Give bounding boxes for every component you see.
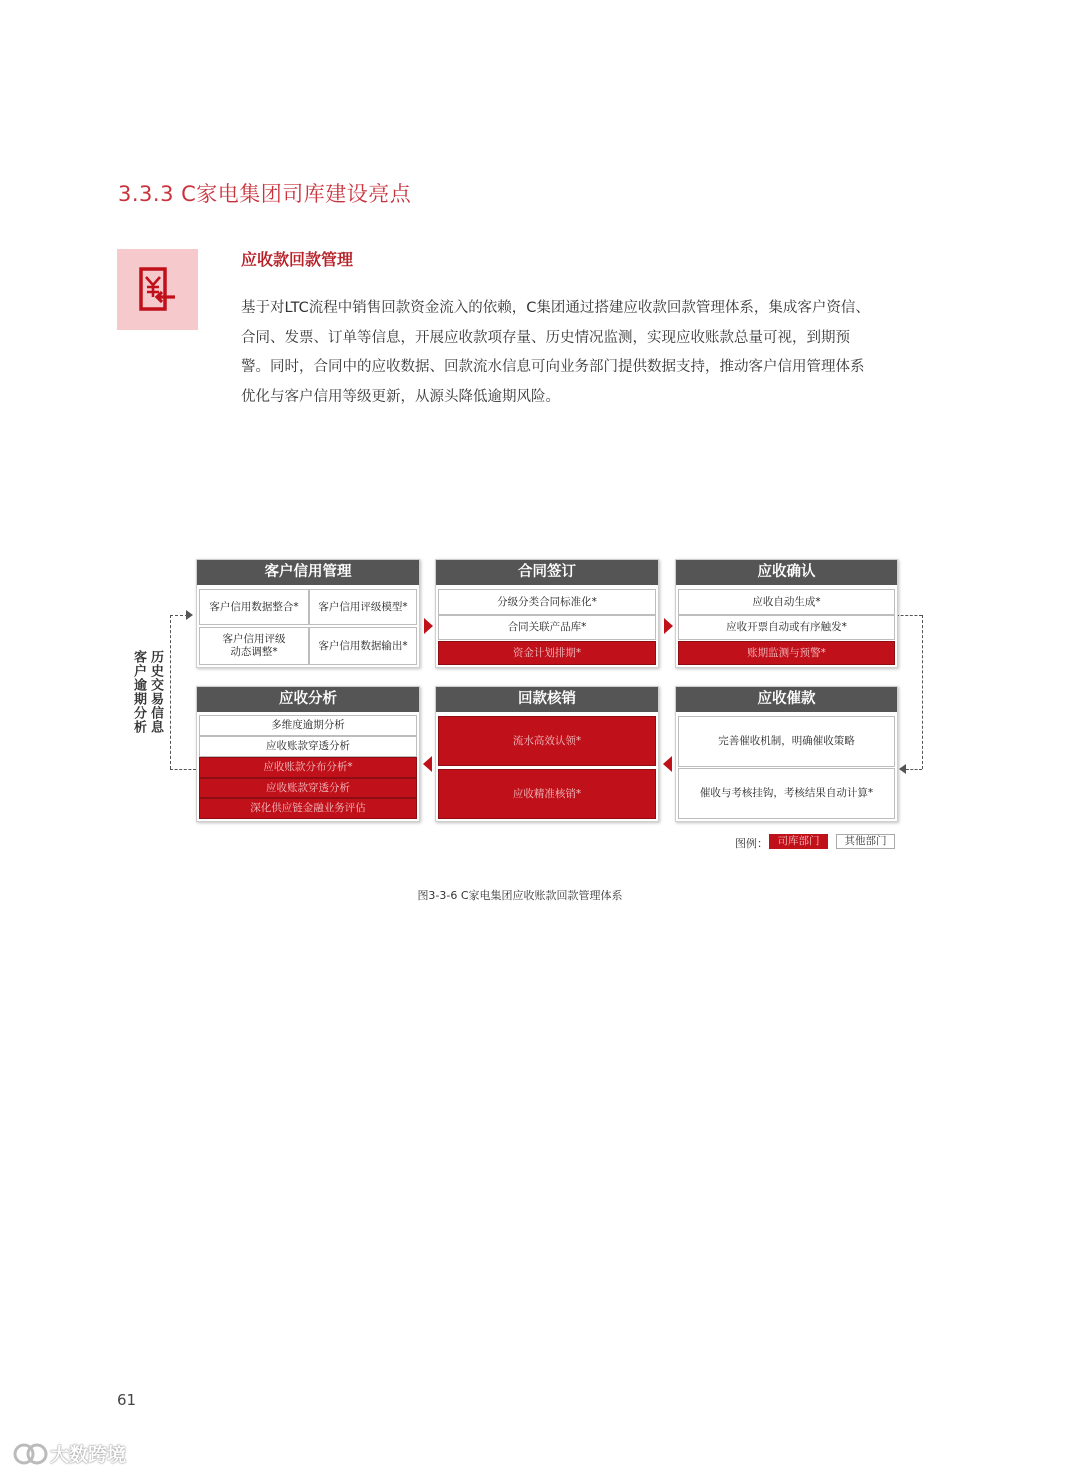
cell-item: 应收账款穿透分析 <box>199 736 417 757</box>
cell-item: 应收开票自动或有序触发* <box>678 615 895 640</box>
cell-item: 合同关联产品库* <box>438 615 656 640</box>
card-receivable-analysis <box>196 686 420 822</box>
legend-other: 其他部门 <box>836 834 895 849</box>
left-loop-bottom <box>170 769 196 770</box>
cell-item: 客户信用评级模型* <box>309 589 417 625</box>
paragraph-line: 基于对LTC流程中销售回款资金流入的依赖，C集团通过搭建应收款回款管理体系，集成客户资信、 <box>241 300 870 316</box>
card-title: 回款核销 <box>436 687 658 712</box>
figure-caption: 图3-3-6 C家电集团应收账款回款管理体系 <box>417 889 623 902</box>
paragraph-line: 合同、发票、订单等信息，开展应收款项存量、历史情况监测，实现应收账款总量可视，到期预 <box>241 329 850 346</box>
cell-item-treasury: 账期监测与预警* <box>678 641 895 665</box>
right-loop-bottom <box>906 769 922 770</box>
card-title: 应收催款 <box>676 687 897 712</box>
right-loop-vertical <box>922 615 923 769</box>
card-contract <box>435 559 659 668</box>
cell-item-treasury: 应收账款分布分析* <box>199 757 417 778</box>
arrow-left-icon <box>663 756 672 772</box>
right-loop-top <box>896 615 922 616</box>
right-loop-arrow <box>899 764 906 774</box>
card-collection <box>675 686 898 822</box>
card-title: 合同签订 <box>436 560 658 585</box>
section-title: 3.3.3 C家电集团司库建设亮点 <box>118 182 412 206</box>
cell-item: 多维度逾期分析 <box>199 715 417 736</box>
cell-item-treasury: 应收精准核销* <box>438 769 656 819</box>
cell-item: 客户信用评级动态调整* <box>199 627 309 665</box>
card-title: 客户信用管理 <box>197 560 419 585</box>
paragraph-line: 优化与客户信用等级更新，从源头降低逾期风险。 <box>241 388 560 405</box>
cell-item-treasury: 流水高效认领* <box>438 716 656 766</box>
subsection-title: 应收款回款管理 <box>241 250 354 269</box>
arrow-right-icon <box>424 618 433 634</box>
cell-item: 客户信用数据整合* <box>199 589 309 625</box>
cell-item-treasury: 资金计划排期* <box>438 641 656 665</box>
cell-item: 完善催收机制，明确催收策略 <box>678 716 895 767</box>
card-title: 应收确认 <box>676 560 897 585</box>
cell-item-treasury: 应收账款穿透分析 <box>199 778 417 798</box>
cell-item: 应收自动生成* <box>678 589 895 615</box>
cell-item: 客户信用数据输出* <box>309 627 417 665</box>
left-loop-vertical <box>170 615 171 769</box>
cell-item: 分级分类合同标准化* <box>438 589 656 615</box>
card-title: 应收分析 <box>197 687 419 712</box>
watermark-text: 大数跨境 <box>50 1444 127 1466</box>
arrow-right-icon <box>664 618 673 634</box>
cell-item: 催收与考核挂钩，考核结果自动计算* <box>678 768 895 819</box>
watermark <box>10 1440 126 1467</box>
card-receivable-confirm <box>675 559 898 668</box>
watermark-logo-icon <box>10 1441 50 1467</box>
paragraph-line: 警。同时，合同中的应收数据、回款流水信息可向业务部门提供数据支持，推动客户信用管理体系 <box>241 359 865 375</box>
legend-label: 图例： <box>735 837 768 850</box>
left-loop-arrow <box>186 610 193 620</box>
card-payment-writeoff <box>435 686 659 822</box>
cell-item-treasury: 深化供应链金融业务评估 <box>199 798 417 819</box>
page-number: 61 <box>117 1391 137 1409</box>
card-customer-credit <box>196 559 420 668</box>
legend-treasury: 司库部门 <box>769 834 828 849</box>
label-history-info: 历史交易信息 <box>148 650 163 734</box>
arrow-left-icon <box>423 756 432 772</box>
label-overdue-analysis: 客户逾期分析 <box>131 650 146 734</box>
